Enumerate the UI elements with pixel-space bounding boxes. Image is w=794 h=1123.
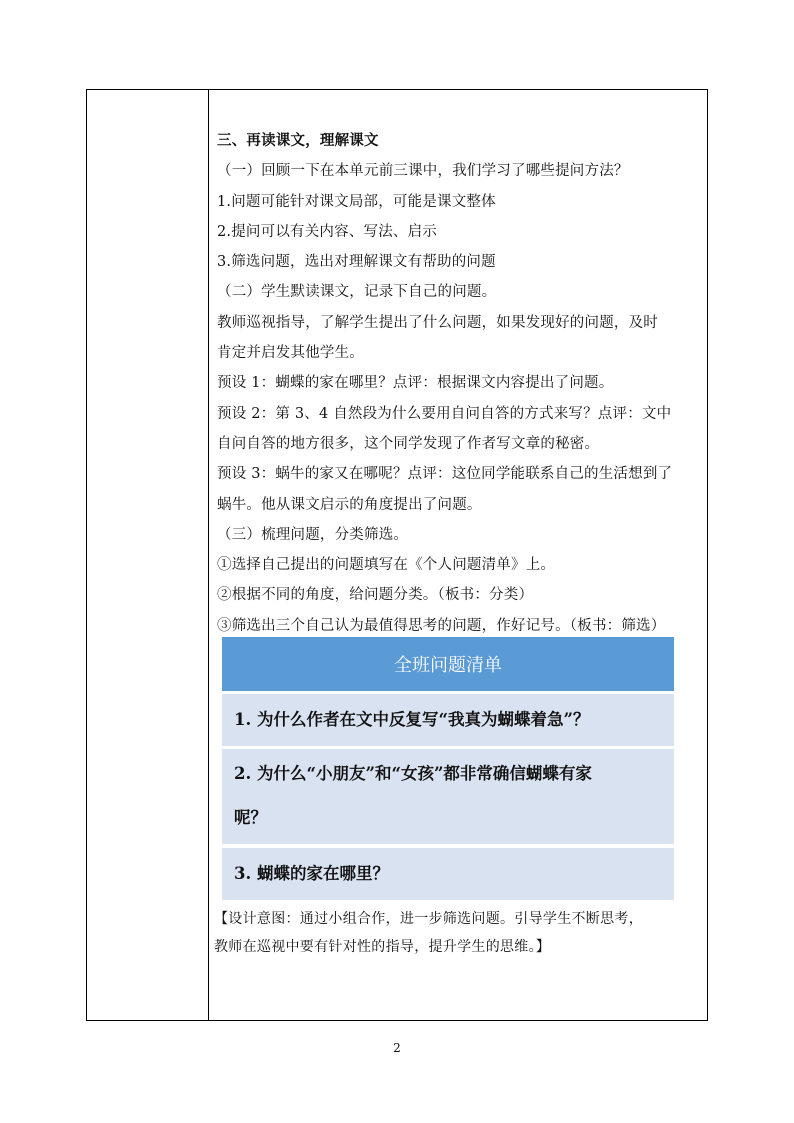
text-line: 3.筛选问题，选出对理解课文有帮助的问题 [217,254,496,271]
design-intent-note [214,905,704,961]
question-text: 2. 为什么“小朋友”和“女孩”都非常确信蝴蝶有家 [234,764,592,783]
text-line: 预设 1：蝴蝶的家在哪里？点评：根据课文内容提出了问题。 [217,375,614,392]
text-line: 自问自答的地方很多，这个同学发现了作者写文章的秘密。 [217,435,600,452]
text-line: 教师巡视指导，了解学生提出了什么问题，如果发现好的问题，及时 [217,314,658,331]
text-line: 肯定并启发其他学生。 [217,345,364,362]
text-line: 蜗牛。他从课文启示的角度提出了问题。 [217,496,482,513]
question-row [222,749,674,844]
note-line: 【设计意图：通过小组合作，进一步筛选问题。引导学生不断思考， [214,911,643,927]
question-text: 1. 为什么作者在文中反复写“我真为蝴蝶着急”？ [234,710,590,729]
note-line: 教师在巡视中要有针对性的指导，提升学生的思维。】 [214,939,551,955]
text-line: 预设 3：蜗牛的家又在哪呢？点评：这位同学能联系自己的生活想到了 [217,466,673,483]
text-line: ①选择自己提出的问题填写在《个人问题清单》上。 [217,557,556,574]
text-line: 预设 2：第 3、4 自然段为什么要用自问自答的方式来写？点评：文中 [217,405,672,422]
question-row [222,848,674,900]
question-list-title: 全班问题清单 [222,637,674,691]
text-line: （二）学生默读课文，记录下自己的问题。 [217,284,497,301]
question-text: 3. 蝴蝶的家在哪里？ [234,864,389,883]
column-divider [208,90,209,1020]
section-heading: 三、再读课文，理解课文 [217,132,379,149]
question-row [222,694,674,746]
text-line: 2.提问可以有关内容、写法、启示 [217,223,438,240]
text-line: ②根据不同的角度，给问题分类。（板书：分类） [217,587,534,604]
text-line: ③筛选出三个自己认为最值得思考的问题，作好记号。（板书：筛选） [217,617,666,634]
text-line: （三）梳理问题，分类筛选。 [217,526,409,543]
lesson-content [217,126,707,641]
text-line: 1.问题可能针对课文局部，可能是课文整体 [217,193,496,210]
text-line: （一）回顾一下在本单元前三课中，我们学习了哪些提问方法？ [217,163,629,180]
question-text-continued: 呢？ [234,808,267,827]
page-number: 2 [393,1041,401,1055]
